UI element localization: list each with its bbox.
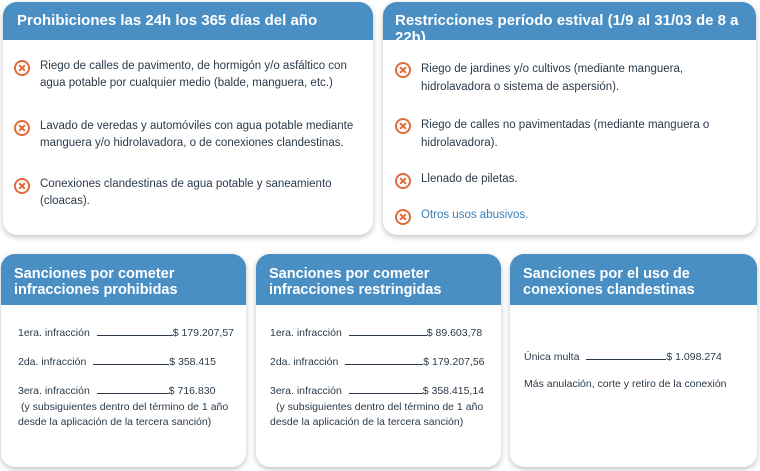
item-text: Riego de jardines y/o cultivos (mediante manguera, hidrolavadora o sistema de aspersión).	[421, 63, 684, 93]
sanction-row	[270, 354, 485, 370]
x-circle-icon	[395, 62, 411, 78]
item-text: Otros usos abusivos.	[421, 209, 529, 221]
sanction-row	[18, 354, 216, 370]
sanction-row	[270, 383, 484, 399]
sanctions-restricted-title	[256, 254, 501, 305]
restrictions-card	[383, 2, 756, 235]
list-item	[395, 171, 740, 189]
sanction-row	[524, 349, 722, 365]
sanctions-prohibited-card	[1, 254, 246, 467]
list-item	[395, 207, 740, 225]
title-line: Sanciones por cometer	[14, 266, 175, 282]
infraction-label: 3era. infracción	[18, 385, 90, 397]
title-line: conexiones clandestinas	[523, 282, 695, 298]
item-text: Riego de calles de pavimento, de hormigón y/o asfáltico con agua potable por cualquier medio (balde, manguera, etc.)	[40, 60, 347, 89]
sanctions-restricted-card	[256, 254, 501, 467]
infraction-label: 3era. infracción	[270, 385, 342, 397]
title-line: infracciones restringidas	[269, 282, 442, 298]
sanctions-clandestine-title	[510, 254, 757, 305]
x-circle-icon	[14, 60, 30, 76]
infraction-label: 2da. infracción	[270, 356, 339, 368]
item-text: Riego de calles no pavimentadas (mediante manguera o hidrolavadora).	[421, 119, 710, 149]
list-item	[14, 118, 359, 152]
list-item	[14, 58, 359, 92]
fine-label: Única multa	[524, 351, 580, 363]
infraction-label: 2da. infracción	[18, 356, 87, 368]
dash-line	[93, 354, 169, 365]
x-circle-icon	[395, 209, 411, 225]
prohibitions-card	[3, 2, 373, 235]
x-circle-icon	[14, 120, 30, 136]
title-line: infracciones prohibidas	[14, 282, 178, 298]
infraction-amount: $ 358.415,14	[422, 385, 485, 397]
infraction-label: 1era. infracción	[18, 327, 90, 339]
sanction-row	[270, 325, 482, 341]
infraction-label: 1era. infracción	[270, 327, 342, 339]
list-item	[395, 60, 740, 96]
title-line: Sanciones por cometer	[269, 266, 430, 282]
sanction-note: (y subsiguientes dentro del término de 1 año desde la aplicación de la tercera sanción)	[18, 401, 229, 428]
title-line: Sanciones por el uso de	[523, 266, 690, 282]
dash-line	[349, 325, 427, 336]
dash-line	[586, 349, 666, 360]
infraction-amount: $ 179.207,57	[172, 327, 235, 339]
dash-line	[349, 383, 423, 394]
item-text: Llenado de piletas.	[421, 173, 518, 185]
sanction-note: (y subsiguientes dentro del término de 1 año desde la aplicación de la tercera sanción)	[270, 401, 484, 428]
sanctions-clandestine-card	[510, 254, 757, 467]
x-circle-icon	[395, 118, 411, 134]
sanction-note: Más anulación, corte y retiro de la conexión	[524, 378, 727, 390]
x-circle-icon	[14, 178, 30, 194]
list-item	[14, 176, 359, 210]
list-item	[395, 116, 740, 152]
infraction-amount: $ 179.207,56	[423, 356, 485, 368]
dash-line	[97, 325, 173, 336]
dash-line	[97, 383, 169, 394]
infraction-amount: $ 358.415	[169, 356, 216, 368]
sanction-row	[18, 383, 215, 399]
fine-amount: $ 1.098.274	[666, 351, 722, 363]
infraction-amount: $ 89.603,78	[426, 327, 483, 339]
sanctions-prohibited-title	[1, 254, 246, 305]
item-text: Lavado de veredas y automóviles con agua potable mediante manguera y/o hidrolavadora, o de conexiones clandestinas.	[40, 120, 354, 149]
x-circle-icon	[395, 173, 411, 189]
dash-line	[345, 354, 423, 365]
restrictions-title: Restricciones período estival (1/9 al 31/03 de 8 a 22h)	[383, 2, 756, 40]
sanction-row	[18, 325, 234, 341]
item-text: Conexiones clandestinas de agua potable y saneamiento (cloacas).	[40, 178, 332, 207]
infraction-amount: $ 716.830	[168, 385, 216, 397]
prohibitions-title: Prohibiciones las 24h los 365 días del año	[3, 2, 373, 40]
